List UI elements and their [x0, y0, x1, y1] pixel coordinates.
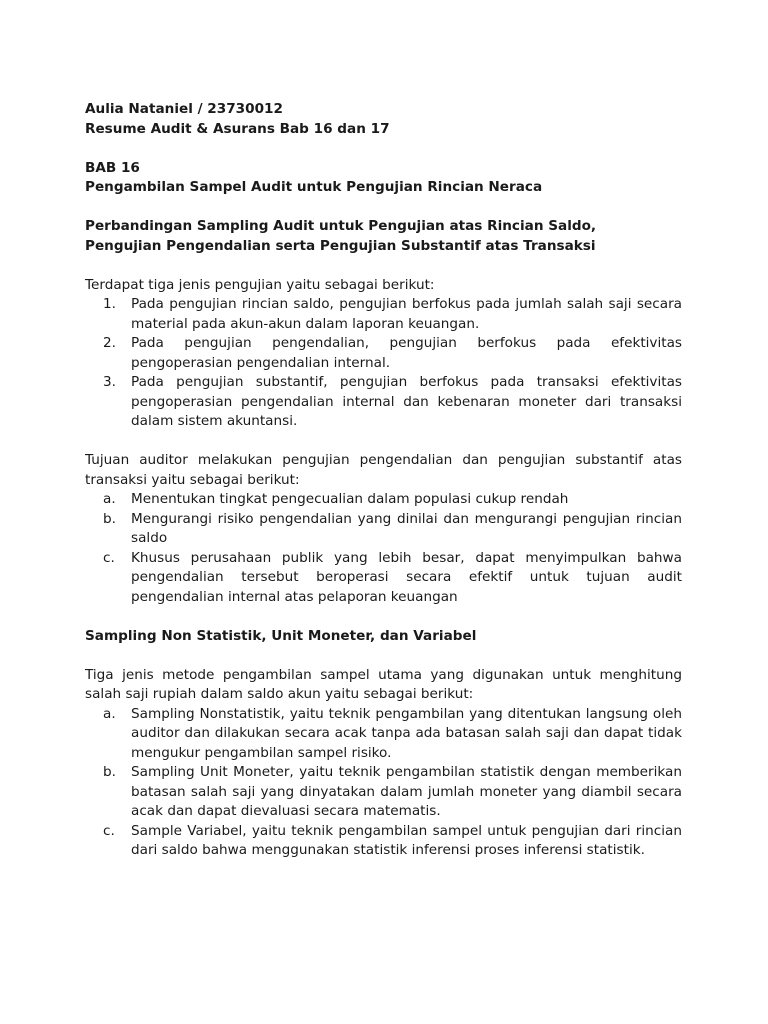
list-item [85, 763, 682, 822]
list-item-text: Pada pengujian rincian saldo, pengujian berfokus pada jumlah salah saji secara material pada akun-akun dalam laporan keuangan. [131, 296, 682, 332]
section2-heading: Sampling Non Statistik, Unit Moneter, dan Variabel [85, 627, 477, 644]
test-types-list [85, 295, 682, 432]
list-marker: c. [103, 549, 115, 566]
section1-intro2: Tujuan auditor melakukan pengujian pengendalian dan pengujian substantif atas transaksi yaitu sebagai berikut: [85, 452, 682, 488]
author-line: Aulia Nataniel / 23730012 [85, 101, 283, 117]
list-item-text: Sample Variabel, yaitu teknik pengambilan sampel untuk pengujian dari rincian dari saldo bahwa menggunakan statistik inferensi proses inferensi statistik. [131, 822, 682, 858]
list-item-text: Sampling Unit Moneter, yaitu teknik pengambilan statistik dengan memberikan batasan salah saji yang dinyatakan dalam jumlah moneter yang diambil secara acak dan dapat dievaluasi secara matematis. [131, 764, 682, 819]
list-marker: 3. [103, 374, 116, 390]
list-item [85, 705, 682, 764]
list-marker: a. [103, 705, 116, 722]
auditor-goals-list [85, 490, 682, 607]
list-marker: b. [103, 764, 116, 780]
list-item-text: Menentukan tingkat pengecualian dalam populasi cukup rendah [131, 491, 569, 507]
spacer [85, 432, 682, 452]
spacer [85, 607, 682, 627]
list-item [85, 822, 682, 861]
spacer [85, 139, 682, 159]
list-item-text: Khusus perusahaan publik yang lebih besar, dapat menyimpulkan bahwa pengendalian tersebut beroperasi secara efektif untuk tujuan audit pengendalian internal atas pelaporan keuangan [131, 549, 682, 605]
spacer [85, 198, 682, 218]
section1-heading-line2: Pengujian Pengendalian serta Pengujian Substantif atas Transaksi [85, 237, 596, 254]
list-item [85, 295, 682, 334]
spacer [85, 256, 682, 276]
list-item [85, 510, 682, 549]
list-item-text: Pada pengujian substantif, pengujian berfokus pada transaksi efektivitas pengoperasian pengendalian internal dan kebenaran moneter dari transaksi dalam sistem akuntansi. [131, 374, 682, 429]
list-item-text: Pada pengujian pengendalian, pengujian berfokus pada efektivitas pengoperasian pengendalian internal. [131, 335, 682, 371]
list-marker: 2. [103, 335, 116, 351]
list-marker: b. [103, 510, 116, 527]
list-item-text: Sampling Nonstatistik, yaitu teknik pengambilan yang ditentukan langsung oleh auditor dan dilakukan secara acak tanpa ada batasan salah saji dan dapat tidak mengukur pengambilan sampel risiko. [131, 705, 682, 761]
list-item [85, 373, 682, 432]
list-item [85, 334, 682, 373]
section1-heading-line1: Perbandingan Sampling Audit untuk Pengujian atas Rincian Saldo, [85, 218, 597, 234]
chapter-label: BAB 16 [85, 159, 140, 176]
chapter-title: Pengambilan Sampel Audit untuk Pengujian Rincian Neraca [85, 179, 543, 195]
document-title: Resume Audit & Asurans Bab 16 dan 17 [85, 120, 390, 137]
document-page [85, 100, 682, 861]
list-marker: 1. [103, 296, 116, 312]
list-item [85, 549, 682, 608]
list-item-text: Mengurangi risiko pengendalian yang dinilai dan mengurangi pengujian rincian saldo [131, 510, 682, 546]
sampling-methods-list [85, 705, 682, 861]
spacer [85, 646, 682, 666]
list-marker: c. [103, 822, 115, 839]
list-item [85, 490, 682, 510]
section1-intro: Terdapat tiga jenis pengujian yaitu sebagai berikut: [85, 276, 435, 293]
section2-intro: Tiga jenis metode pengambilan sampel utama yang digunakan untuk menghitung salah saji rupiah dalam saldo akun yaitu sebagai berikut: [85, 666, 682, 702]
list-marker: a. [103, 491, 116, 507]
